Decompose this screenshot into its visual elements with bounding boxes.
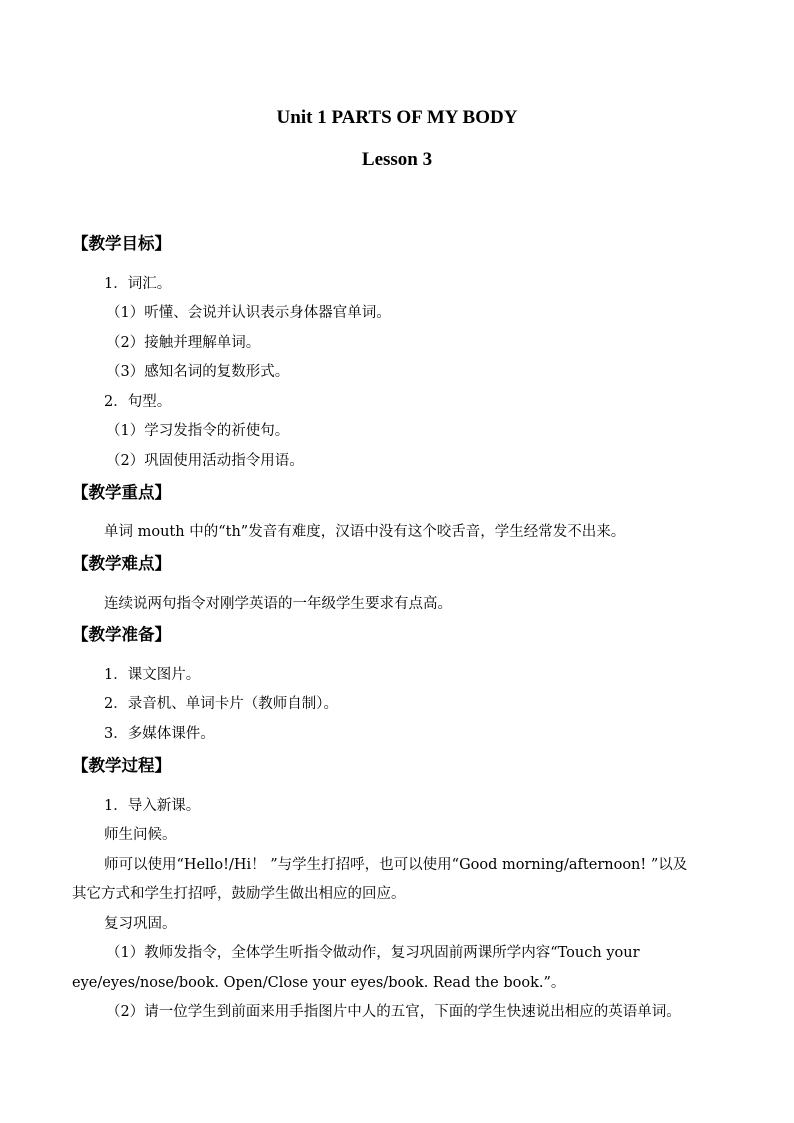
key-points-text: 单词 mouth 中的“th”发音有难度，汉语中没有这个咬舌音，学生经常发不出来。 [104, 524, 626, 540]
process-line: 师生问候。 [104, 827, 177, 843]
objective-line: 1．词汇。 [104, 276, 172, 292]
section-heading-objectives: 【教学目标】 [72, 234, 171, 253]
process-line: eye/eyes/nose/book. Open/Close your eyes/book. Read the book.”。 [72, 975, 566, 991]
process-line: （2）请一位学生到前面来用手指图片中人的五官，下面的学生快速说出相应的英语单词。 [106, 1004, 681, 1020]
process-line: 复习巩固。 [104, 916, 177, 932]
process-line: （1）教师发指令，全体学生听指令做动作，复习巩固前两课所学内容“Touch your [106, 945, 640, 961]
section-heading-process: 【教学过程】 [72, 756, 171, 775]
process-line: 师可以使用“Hello!/Hi！ ”与学生打招呼，也可以使用“Good morning/afternoon! ”以及 [104, 857, 688, 873]
objective-line: （2）接触并理解单词。 [106, 335, 261, 351]
preparation-line: 3．多媒体课件。 [104, 726, 215, 742]
process-line: 1．导入新课。 [104, 798, 201, 814]
objective-line: （1）学习发指令的祈使句。 [106, 423, 290, 439]
section-heading-key-points: 【教学重点】 [72, 483, 171, 502]
document-subtitle: Lesson 3 [361, 149, 433, 170]
objective-line: （2）巩固使用活动指令用语。 [106, 453, 304, 469]
section-heading-preparation: 【教学准备】 [72, 625, 171, 644]
preparation-line: 1．课文图片。 [104, 667, 201, 683]
section-heading-difficulties: 【教学难点】 [72, 554, 171, 573]
objective-line: （3）感知名词的复数形式。 [106, 364, 290, 380]
objective-line: 2．句型。 [104, 394, 172, 410]
objective-line: （1）听懂、会说并认识表示身体器官单词。 [106, 305, 391, 321]
process-line: 其它方式和学生打招呼，鼓励学生做出相应的回应。 [72, 886, 406, 902]
difficulties-text: 连续说两句指令对刚学英语的一年级学生要求有点高。 [104, 596, 452, 612]
preparation-line: 2．录音机、单词卡片（教师自制）。 [104, 696, 338, 712]
document-title: Unit 1 PARTS OF MY BODY [276, 107, 518, 128]
